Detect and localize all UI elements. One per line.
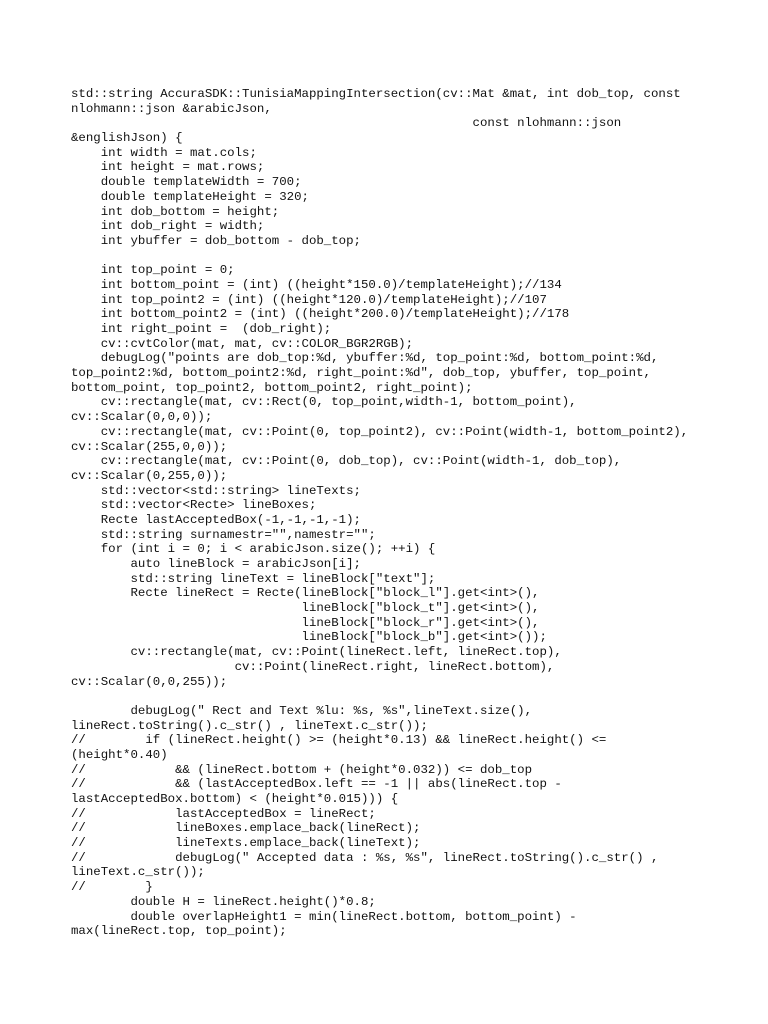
code-line: int bottom_point2 = (int) ((height*200.0)/templateHeight);//178 — [71, 307, 570, 322]
code-line: lineBlock["block_t"].get<int>(), — [71, 601, 540, 616]
code-line: double H = lineRect.height()*0.8; — [71, 894, 376, 909]
code-line: std::string lineText = lineBlock["text"]; — [71, 571, 436, 586]
code-line: int bottom_point = (int) ((height*150.0)/templateHeight);//134 — [71, 277, 562, 292]
code-line: lineBlock["block_b"].get<int>()); — [71, 630, 547, 645]
code-line: // if (lineRect.height() >= (height*0.13) && lineRect.height() <= — [71, 733, 607, 748]
code-line: debugLog(" Rect and Text %lu: %s, %s",lineText.size(), — [71, 703, 533, 718]
code-line: cv::rectangle(mat, cv::Rect(0, top_point,width-1, bottom_point), — [71, 395, 577, 410]
code-line: int dob_right = width; — [71, 219, 265, 234]
code-line: // lineBoxes.emplace_back(lineRect); — [71, 821, 421, 836]
code-line: debugLog("points are dob_top:%d, ybuffer:%d, top_point:%d, bottom_point:%d, — [71, 351, 659, 366]
code-line: int top_point = 0; — [71, 263, 235, 278]
code-line: const nlohmann::json — [71, 116, 622, 131]
code-line: nlohmann::json &arabicJson, — [71, 101, 272, 116]
code-line: lastAcceptedBox.bottom) < (height*0.015))) { — [71, 792, 399, 806]
code-line: cv::cvtColor(mat, mat, cv::COLOR_BGR2RGB); — [71, 336, 414, 351]
code-line: cv::Scalar(0,0,255)); — [71, 674, 228, 689]
code-line: int width = mat.cols; — [71, 145, 257, 160]
code-line: top_point2:%d, bottom_point2:%d, right_point:%d", dob_top, ybuffer, top_point, — [71, 366, 651, 381]
code-line: Recte lineRect = Recte(lineBlock["block_l"].get<int>(), — [71, 586, 540, 601]
code-line: cv::Scalar(0,255,0)); — [71, 468, 228, 483]
code-line: // debugLog(" Accepted data : %s, %s", lineRect.toString().c_str() , — [71, 850, 659, 865]
code-line: cv::rectangle(mat, cv::Point(0, dob_top), cv::Point(width-1, dob_top), — [71, 454, 622, 469]
code-line: int height = mat.rows; — [71, 160, 265, 175]
code-line: lineRect.toString().c_str() , lineText.c_str()); — [71, 718, 428, 733]
code-line: // && (lineRect.bottom + (height*0.032)) <= dob_top — [71, 762, 533, 777]
code-line: double overlapHeight1 = min(lineRect.bottom, bottom_point) - — [71, 909, 577, 924]
code-line: std::vector<std::string> lineTexts; — [71, 483, 361, 498]
code-line: cv::Scalar(0,0,0)); — [71, 410, 213, 425]
code-line: std::string surnamestr="",namestr=""; — [71, 527, 376, 542]
code-line: (height*0.40) — [71, 747, 168, 762]
code-line: int top_point2 = (int) ((height*120.0)/templateHeight);//107 — [71, 292, 547, 307]
code-line: int right_point = (dob_right); — [71, 322, 332, 336]
code-line: int dob_bottom = height; — [71, 204, 280, 219]
code-line: int ybuffer = dob_bottom - dob_top; — [71, 233, 361, 248]
code-line: lineBlock["block_r"].get<int>(), — [71, 615, 540, 630]
code-line: max(lineRect.top, top_point); — [71, 924, 287, 939]
code-line: // } — [71, 880, 153, 895]
code-line: auto lineBlock = arabicJson[i]; — [71, 557, 361, 571]
code-line: std::vector<Recte> lineBoxes; — [71, 498, 317, 513]
code-line — [71, 249, 751, 264]
code-line: // lastAcceptedBox = lineRect; — [71, 806, 376, 821]
code-line: bottom_point, top_point2, bottom_point2, right_point); — [71, 380, 473, 395]
code-line: lineText.c_str()); — [71, 865, 205, 880]
code-line: cv::Point(lineRect.right, lineRect.bottom), — [71, 659, 555, 674]
code-line: &englishJson) { — [71, 131, 183, 146]
code-line: double templateWidth = 700; — [71, 175, 302, 190]
code-line: cv::Scalar(255,0,0)); — [71, 439, 228, 454]
code-line — [71, 689, 751, 704]
code-line: cv::rectangle(mat, cv::Point(0, top_point2), cv::Point(width-1, bottom_point2), — [71, 424, 689, 439]
code-line: // lineTexts.emplace_back(lineText); — [71, 836, 421, 851]
code-line: cv::rectangle(mat, cv::Point(lineRect.left, lineRect.top), — [71, 645, 562, 660]
code-line: for (int i = 0; i < arabicJson.size(); ++i) { — [71, 542, 436, 557]
code-line: double templateHeight = 320; — [71, 189, 309, 204]
code-line: // && (lastAcceptedBox.left == -1 || abs(lineRect.top - — [71, 777, 562, 792]
code-line: Recte lastAcceptedBox(-1,-1,-1,-1); — [71, 512, 361, 527]
code-line: std::string AccuraSDK::TunisiaMappingIntersection(cv::Mat &mat, int dob_top, const — [71, 87, 681, 101]
code-listing — [71, 87, 751, 939]
